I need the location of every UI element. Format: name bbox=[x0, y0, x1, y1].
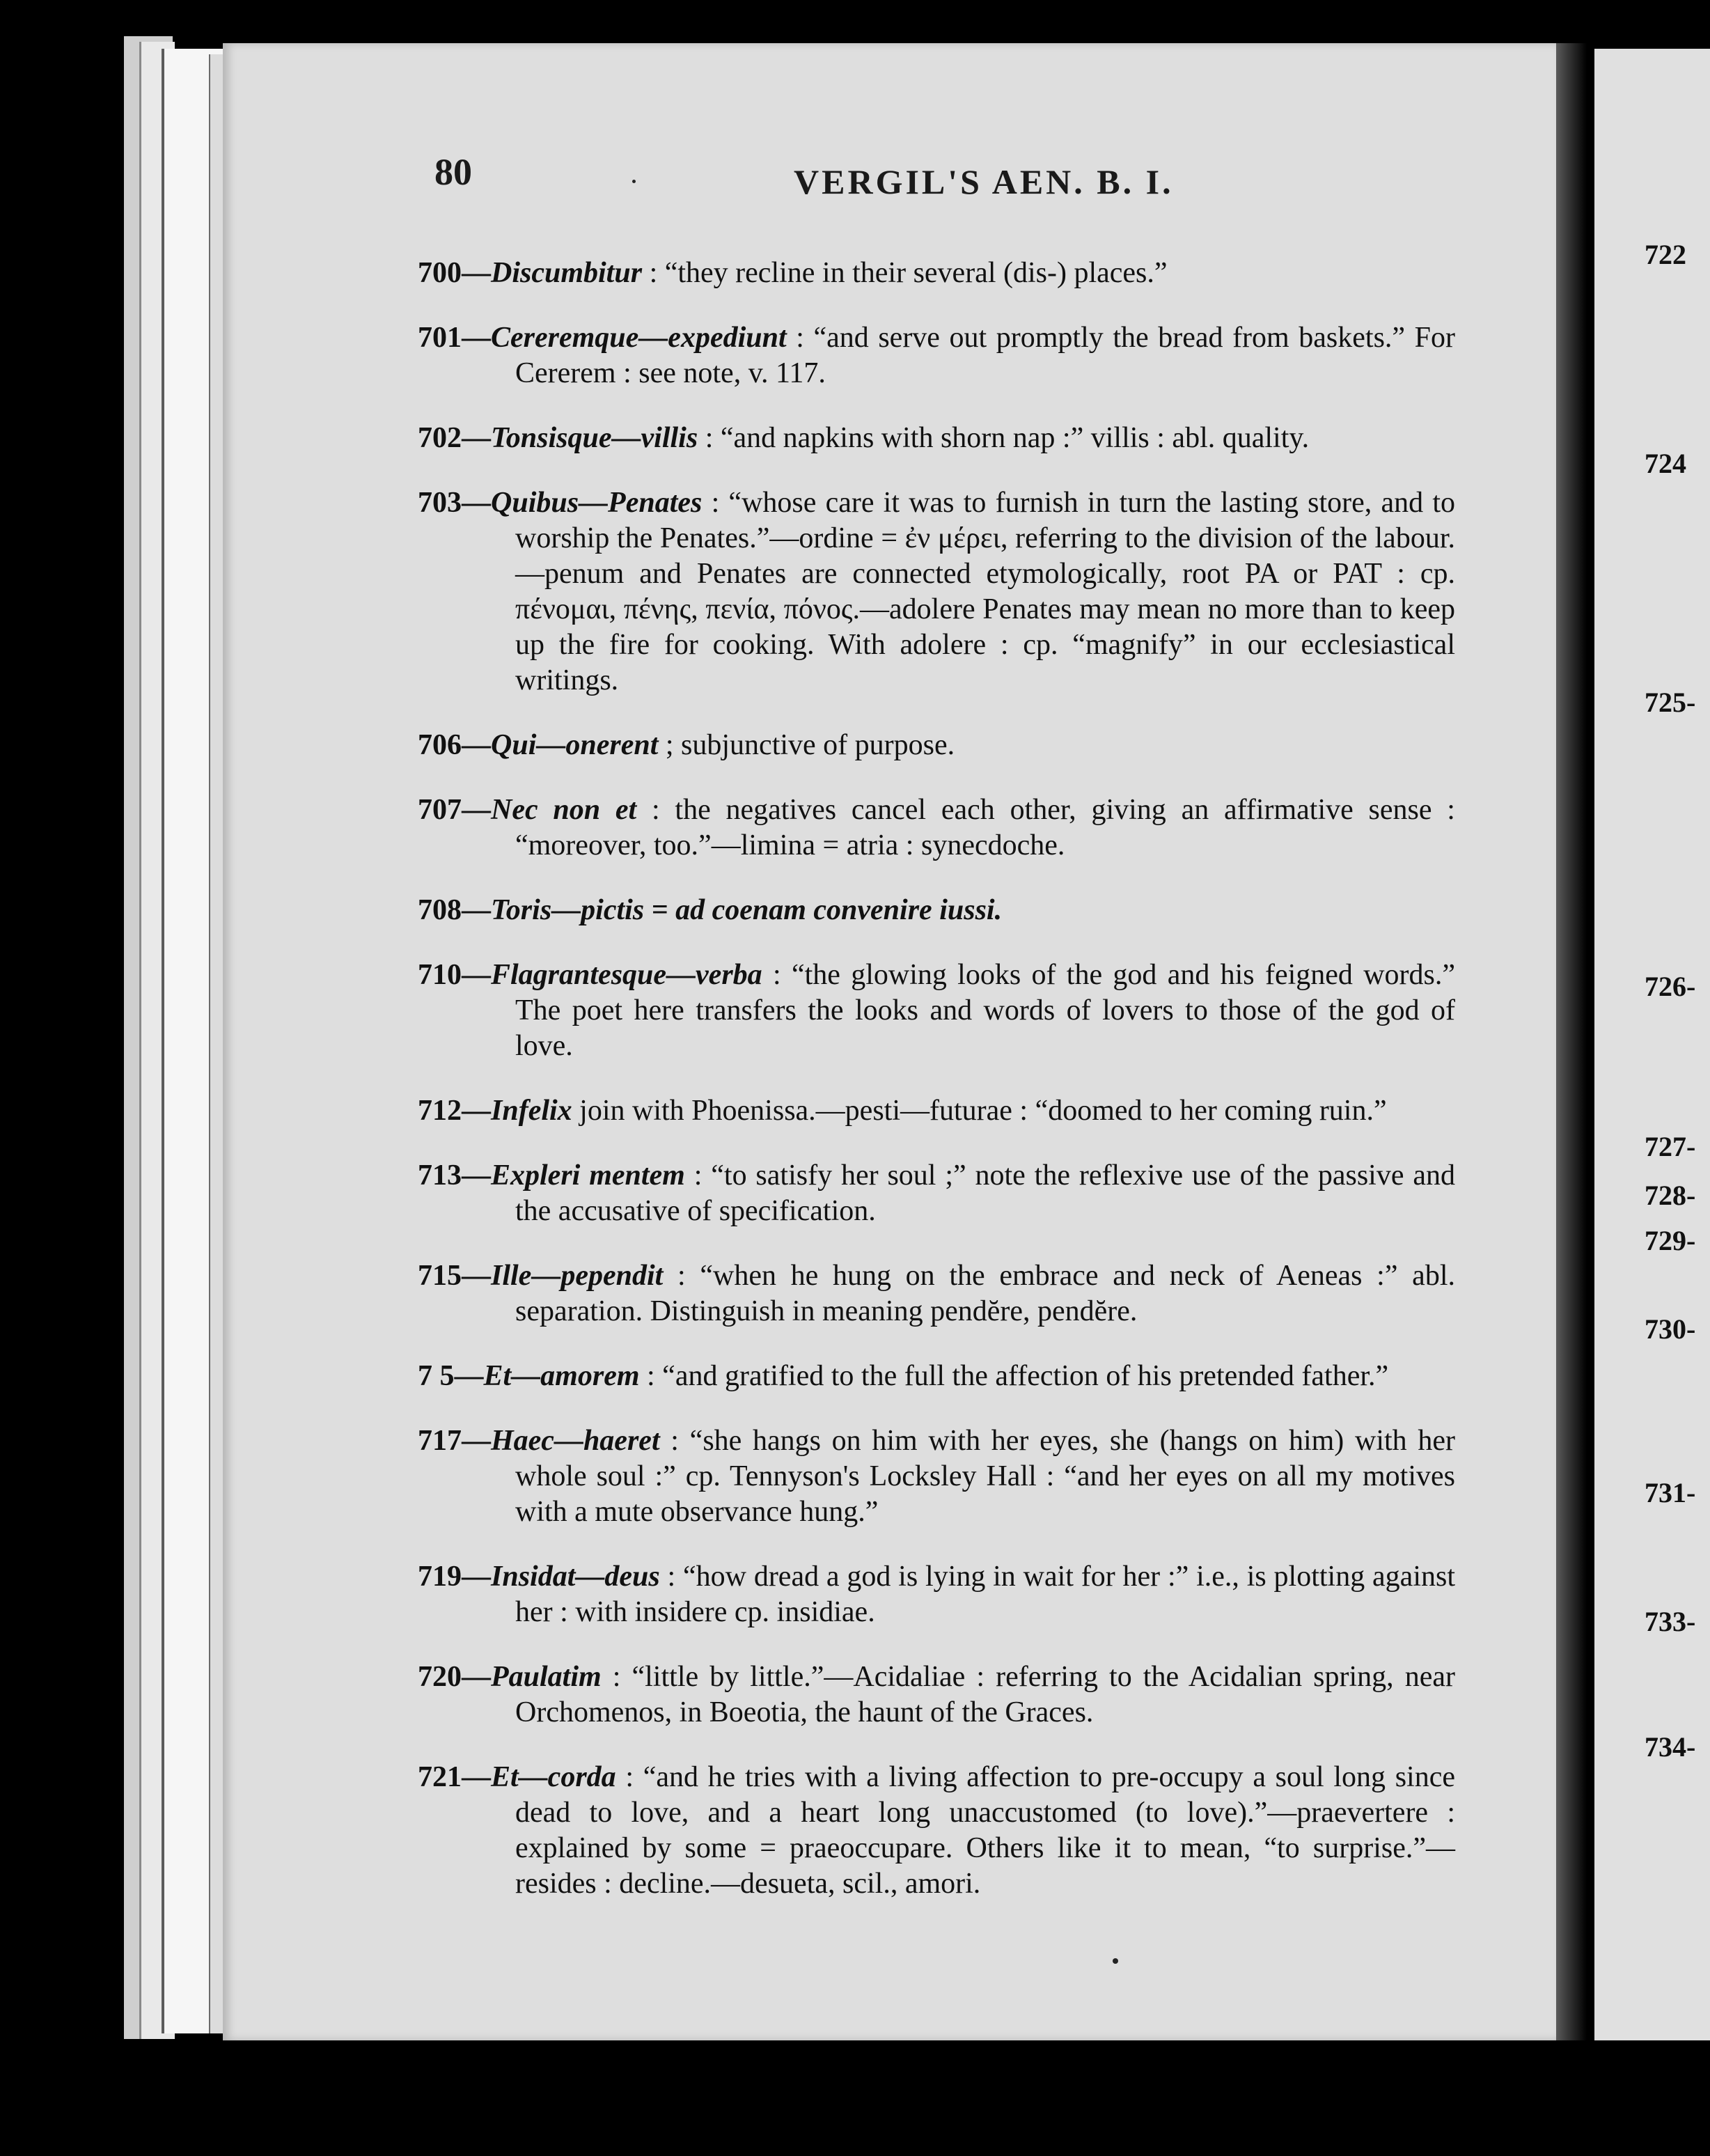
note-721: 721—Et—corda : “and he tries with a living affection to pre-occupy a soul long since dead to love, and a heart long unaccustomed (to love).”—praevertere : explained by some = praeoccupare. Others like it to mean, “to surprise.”—resides : decline.—desueta, scil., amori. bbox=[418, 1761, 1455, 1900]
note-710: 710—Flagrantesque—verba : “the glowing looks of the god and his feigned words.” The poet here transfers the looks and words of lovers to those of the god of love. bbox=[418, 959, 1455, 1062]
note-717: 717—Haec—haeret : “she hangs on him with her eyes, she (hangs on him) with her whole soul :” cp. Tennyson's Locksley Hall : “and her eyes on all my motives with a mute observance hung.” bbox=[418, 1425, 1455, 1528]
margin-line-number: 728- bbox=[1645, 1180, 1696, 1211]
note-702: 702—Tonsisque—villis : “and napkins with shorn nap :” villis : abl. quality. bbox=[418, 422, 1310, 454]
book-gutter bbox=[1556, 43, 1594, 2040]
note-715: 715—Ille—pependit : “when he hung on the embrace and neck of Aeneas :” abl. separation. Distinguish in meaning pendĕre, pendĕre. bbox=[418, 1260, 1455, 1327]
margin-line-number: 726- bbox=[1645, 971, 1696, 1002]
margin-line-number: 733- bbox=[1645, 1606, 1696, 1637]
note-701: 701—Cereremque—expediunt : “and serve out promptly the bread from baskets.” For Cererem : see note, v. 117. bbox=[418, 322, 1455, 389]
margin-line-number: 725- bbox=[1645, 687, 1696, 718]
running-head: VERGIL'S AEN. B. I. bbox=[794, 162, 1174, 201]
note-706: 706—Qui—onerent ; subjunctive of purpose. bbox=[418, 729, 955, 761]
note-712: 712—Infelix join with Phoenissa.—pesti—futurae : “doomed to her coming ruin.” bbox=[418, 1095, 1387, 1127]
note-715b: 7 5—Et—amorem : “and gratified to the full the affection of his pretended father.” bbox=[418, 1360, 1389, 1392]
notes-list bbox=[418, 226, 1455, 1912]
ink-speck bbox=[632, 180, 636, 183]
margin-line-number: 727- bbox=[1645, 1131, 1696, 1162]
note-719: 719—Insidat—deus : “how dread a god is lying in wait for her :” i.e., is plotting against her : with insidere cp. insidiae. bbox=[418, 1561, 1455, 1628]
margin-line-number: 734- bbox=[1645, 1731, 1696, 1763]
note-707: 707—Nec non et : the negatives cancel each other, giving an affirmative sense : “moreover, too.”—limina = atria : synecdoche. bbox=[418, 794, 1455, 861]
note-713: 713—Expleri mentem : “to satisfy her soul ;” note the reflexive use of the passive and the accusative of specification. bbox=[418, 1159, 1455, 1227]
margin-line-number: 729- bbox=[1645, 1225, 1696, 1256]
note-700: 700—Discumbitur : “they recline in their several (dis-) places.” bbox=[418, 257, 1168, 289]
margin-line-number: 731- bbox=[1645, 1477, 1696, 1508]
note-703: 703—Quibus—Penates : “whose care it was to furnish in turn the lasting store, and to worship the Penates.”—ordine = ἐν μέρει, referring to the division of the labour.—penum and Penates are connected etymologically, root PA or PAT : cp. πένομαι, πένης, πενία, πόνος.—adolere Penates may mean no more than to keep up the fire for cooking. With adolere : cp. “magnify” in our ecclesiastical writings. bbox=[418, 487, 1455, 696]
note-708: 708—Toris—pictis = ad coenam convenire iussi. bbox=[418, 894, 1003, 926]
page-number: 80 bbox=[434, 151, 472, 193]
ink-speck bbox=[1113, 1958, 1118, 1964]
margin-line-number: 730- bbox=[1645, 1313, 1696, 1345]
note-720: 720—Paulatim : “little by little.”—Acidaliae : referring to the Acidalian spring, near Orchomenos, in Boeotia, the haunt of the Graces. bbox=[418, 1661, 1455, 1728]
margin-line-number: 722 bbox=[1645, 239, 1686, 270]
margin-line-number: 724 bbox=[1645, 448, 1686, 479]
